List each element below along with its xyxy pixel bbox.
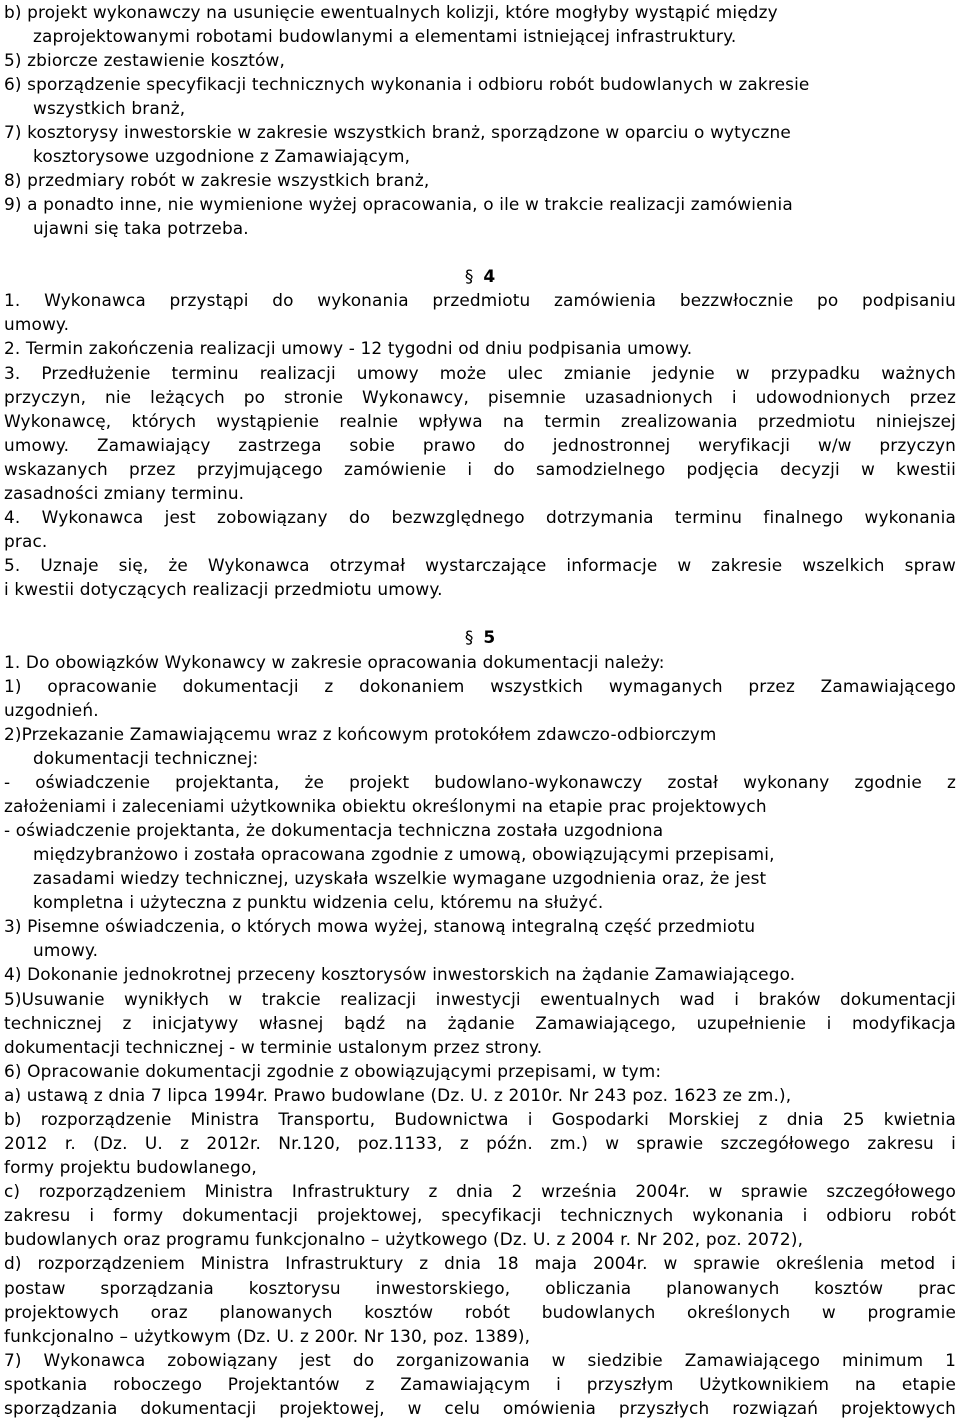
text-line: budowlanych oraz programu funkcjonalno – użytkowego (Dz. U. z 2004 r. Nr 202, poz. 2072), bbox=[4, 1229, 804, 1249]
text-line: uzgodnień. bbox=[4, 700, 99, 720]
text-line: 1) opracowanie dokumentacji z dokonaniem wszystkich wymaganych przez Zamawiającego bbox=[4, 676, 956, 696]
text-line: 6) Opracowanie dokumentacji zgodnie z obowiązującymi przepisami, w tym: bbox=[4, 1061, 662, 1081]
section-heading bbox=[0, 625, 960, 651]
text-line: c) rozporządzeniem Ministra Infrastruktury z dnia 2 września 2004r. w sprawie szczegółowego bbox=[4, 1181, 956, 1201]
text-line: zasadności zmiany terminu. bbox=[4, 483, 245, 503]
text-line: 4) Dokonanie jednokrotnej przeceny kosztorysów inwestorskich na żądanie Zamawiającego. bbox=[4, 964, 796, 984]
text-line: ujawni się taka potrzeba. bbox=[33, 218, 249, 238]
text-line: kosztorysowe uzgodnione z Zamawiającym, bbox=[33, 146, 411, 166]
text-line: wskazanych przez przyjmującego zamówienie i do samodzielnego podjęcia decyzji w kwestii bbox=[4, 459, 956, 479]
text-line: założeniami i zaleceniami użytkownika obiektu określonymi na etapie prac projektowych bbox=[4, 796, 767, 816]
text-line: d) rozporządzeniem Ministra Infrastruktury z dnia 18 maja 2004r. w sprawie określenia metod i bbox=[4, 1253, 956, 1273]
section-number: 5 bbox=[483, 628, 496, 648]
text-line: umowy. bbox=[4, 314, 70, 334]
text-line: spotkania roboczego Projektantów z Zamawiającym i przyszłym Użytkownikiem na etapie bbox=[4, 1374, 956, 1394]
text-line: 2)Przekazanie Zamawiającemu wraz z końcowym protokółem zdawczo-odbiorczym bbox=[4, 724, 717, 744]
text-line: międzybranżowo i została opracowana zgodnie z umową, obowiązującymi przepisami, bbox=[33, 844, 775, 864]
text-line: 5)Usuwanie wynikłych w trakcie realizacji inwestycji ewentualnych wad i braków dokumentacji bbox=[4, 989, 956, 1009]
text-line: 3) Pisemne oświadczenia, o których mowa wyżej, stanową integralną część przedmiotu bbox=[4, 916, 756, 936]
text-line: przyczyn, nie leżących po stronie Wykonawcy, pisemnie uzasadnionych i udowodnionych przez bbox=[4, 387, 956, 407]
text-line: 5) zbiorcze zestawienie kosztów, bbox=[4, 50, 286, 70]
text-line: prac. bbox=[4, 531, 48, 551]
text-line: 1. Wykonawca przystąpi do wykonania przedmiotu zamówienia bezzwłocznie po podpisaniu bbox=[4, 290, 956, 310]
text-line: zasadami wiedzy technicznej, uzyskała wszelkie wymagane uzgodnienia oraz, że jest bbox=[33, 868, 767, 888]
text-line: zaprojektowanymi robotami budowlanymi a elementami istniejącej infrastruktury. bbox=[33, 26, 737, 46]
text-line: dokumentacji technicznej: bbox=[33, 748, 259, 768]
text-line: kompletna i użyteczna z punktu widzenia celu, któremu na służyć. bbox=[33, 892, 604, 912]
text-line: 7) Wykonawca zobowiązany jest do zorganizowania w siedzibie Zamawiającego minimum 1 bbox=[4, 1350, 956, 1370]
text-line: zakresu i formy dokumentacji projektowej, specyfikacji technicznych wykonania i odbioru robót bbox=[4, 1205, 956, 1225]
text-line: b) projekt wykonawczy na usunięcie ewentualnych kolizji, które mogłyby wystąpić między bbox=[4, 2, 778, 22]
text-line: technicznej z inicjatywy własnej bądź na żądanie Zamawiającego, uzupełnienie i modyfikacja bbox=[4, 1013, 956, 1033]
text-line: a) ustawą z dnia 7 lipca 1994r. Prawo budowlane (Dz. U. z 2010r. Nr 243 poz. 1623 ze zm.), bbox=[4, 1085, 792, 1105]
text-line: 6) sporządzenie specyfikacji technicznych wykonania i odbioru robót budowlanych w zakresie bbox=[4, 74, 810, 94]
section-heading bbox=[0, 264, 960, 290]
text-line: Wykonawcę, których wystąpienie realnie wpływa na termin zrealizowania przedmiotu niniejszej bbox=[4, 411, 956, 431]
text-line: 1. Do obowiązków Wykonawcy w zakresie opracowania dokumentacji należy: bbox=[4, 652, 665, 672]
text-line: projektowych oraz planowanych kosztów robót budowlanych określonych w programie bbox=[4, 1302, 956, 1322]
text-line: dokumentacji technicznej - w terminie ustalonym przez strony. bbox=[4, 1037, 543, 1057]
text-line: - oświadczenie projektanta, że projekt budowlano-wykonawczy został wykonany zgodnie z bbox=[4, 772, 956, 792]
text-line: wszystkich branż, bbox=[33, 98, 186, 118]
section-symbol: § bbox=[464, 267, 474, 287]
text-line: - oświadczenie projektanta, że dokumentacja techniczna została uzgodniona bbox=[4, 820, 664, 840]
text-line: b) rozporządzenie Ministra Transportu, Budownictwa i Gospodarki Morskiej z dnia 25 kwietnia bbox=[4, 1109, 956, 1129]
section-symbol: § bbox=[464, 628, 474, 648]
text-line: 2012 r. (Dz. U. z 2012r. Nr.120, poz.1133, z późn. zm.) w sprawie szczegółowego zakresu i bbox=[4, 1133, 956, 1153]
text-line: 4. Wykonawca jest zobowiązany do bezwzględnego dotrzymania terminu finalnego wykonania bbox=[4, 507, 956, 527]
text-line: i kwestii dotyczących realizacji przedmiotu umowy. bbox=[4, 579, 443, 599]
text-line: 3. Przedłużenie terminu realizacji umowy może ulec zmianie jedynie w przypadku ważnych bbox=[4, 363, 956, 383]
text-line: 5. Uznaje się, że Wykonawca otrzymał wystarczające informacje w zakresie wszelkich spraw bbox=[4, 555, 956, 575]
text-line: 9) a ponadto inne, nie wymienione wyżej opracowania, o ile w trakcie realizacji zamówienia bbox=[4, 194, 793, 214]
text-line: funkcjonalno – użytkowym (Dz. U. z 200r. Nr 130, poz. 1389), bbox=[4, 1326, 531, 1346]
text-line: postaw sporządzania kosztorysu inwestorskiego, obliczania planowanych kosztów prac bbox=[4, 1278, 956, 1298]
text-line: sporządzania dokumentacji projektowej, w celu omówienia przyszłych rozwiązań projektowych bbox=[4, 1398, 956, 1418]
text-line: 2. Termin zakończenia realizacji umowy - 12 tygodni od dniu podpisania umowy. bbox=[4, 338, 693, 358]
text-line: umowy. Zamawiający zastrzega sobie prawo do jednostronnej weryfikacji w/w przyczyn bbox=[4, 435, 956, 455]
text-line: 8) przedmiary robót w zakresie wszystkich branż, bbox=[4, 170, 430, 190]
section-number: 4 bbox=[483, 267, 496, 287]
text-line: formy projektu budowlanego, bbox=[4, 1157, 257, 1177]
text-line: 7) kosztorysy inwestorskie w zakresie wszystkich branż, sporządzone w oparciu o wytyczne bbox=[4, 122, 791, 142]
text-line: umowy. bbox=[33, 940, 99, 960]
